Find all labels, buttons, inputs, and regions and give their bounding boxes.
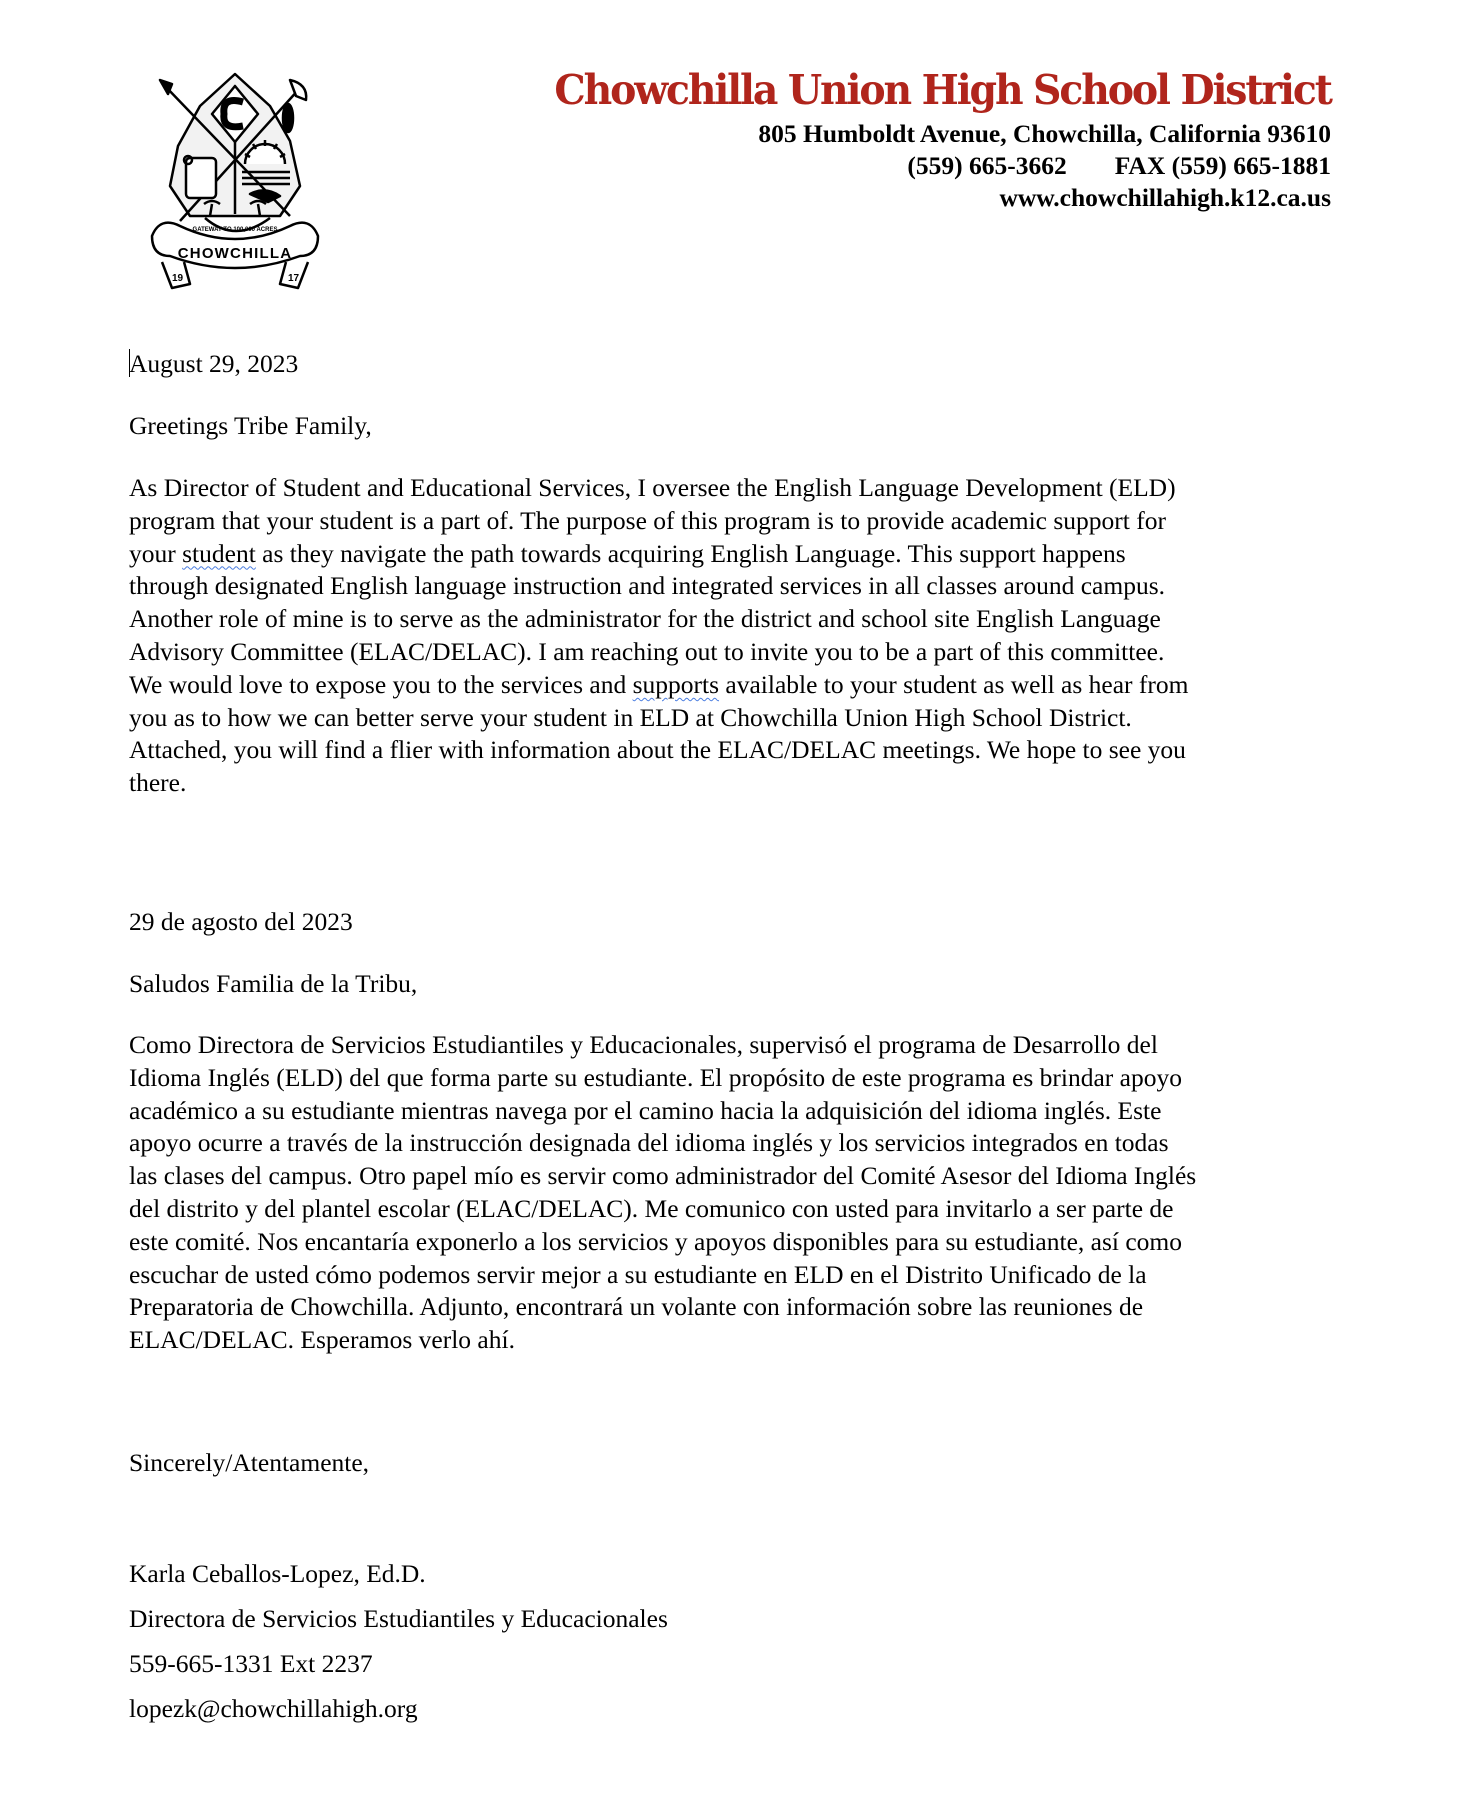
english-paragraph-line: through designated English language instruction and integrated services in all classes around campus.: [129, 571, 1166, 601]
spanish-paragraph-line: apoyo ocurre a través de la instrucción designada del idioma inglés y los servicios integrados en todas: [129, 1128, 1169, 1158]
spanish-paragraph-line: Como Directora de Servicios Estudiantiles y Educacionales, supervisó el programa de Desarrollo del: [129, 1030, 1158, 1059]
svg-text:CHOWCHILLA: CHOWCHILLA: [177, 245, 293, 262]
svg-text:17: 17: [288, 273, 300, 284]
letterhead: [522, 62, 1331, 214]
spanish-paragraph-line: Preparatoria de Chowchilla. Adjunto, encontrará un volante con información sobre las reuniones de: [129, 1292, 1144, 1322]
svg-text:19: 19: [172, 273, 184, 284]
spanish-paragraph: [129, 1029, 1349, 1357]
spellcheck-underline[interactable]: supports: [632, 669, 720, 699]
spanish-greeting: Saludos Familia de la Tribu,: [129, 969, 418, 998]
english-paragraph-line: program that your student is a part of. The purpose of this program is to provide academic support for: [129, 505, 1166, 535]
spellcheck-underline[interactable]: student: [182, 538, 256, 568]
spanish-paragraph-line: este comité. Nos encantaría exponerlo a los servicios y apoyos disponibles para su estudiante, así como: [129, 1226, 1183, 1256]
signer-title: Directora de Servicios Estudiantiles y Educacionales: [129, 1604, 668, 1633]
spanish-paragraph-line: las clases del campus. Otro papel mío es servir como administrador del Comité Asesor del Idioma Inglés: [129, 1161, 1197, 1191]
english-paragraph-line: Another role of mine is to serve as the administrator for the district and school site English Language: [129, 604, 1161, 634]
spanish-paragraph-line: escuchar de usted cómo podemos servir mejor a su estudiante en ELD en el Distrito Unificado de la: [129, 1259, 1147, 1289]
district-phone: (559) 665-3662: [907, 151, 1067, 180]
english-paragraph-line: there.: [129, 768, 187, 798]
signer-name: Karla Ceballos-Lopez, Ed.D.: [129, 1559, 426, 1588]
english-paragraph-line: you as to how we can better serve your student in ELD at Chowchilla Union High School District.: [129, 702, 1132, 732]
english-paragraph-line: We would love to expose you to the services and supports available to your student as well as hear from: [129, 669, 1189, 699]
district-address: 805 Humboldt Avenue, Chowchilla, California 93610: [758, 119, 1331, 148]
district-website[interactable]: www.chowchillahigh.k12.ca.us: [999, 183, 1331, 212]
english-paragraph-line: As Director of Student and Educational Services, I oversee the English Language Development (ELD): [129, 473, 1176, 502]
district-name: Chowchilla Union High School District: [554, 66, 1331, 114]
spanish-paragraph-line: del distrito y del plantel escolar (ELAC/DELAC). Me comunico con usted para invitarlo a ser parte de: [129, 1193, 1174, 1223]
english-paragraph-line: Advisory Committee (ELAC/DELAC). I am reaching out to invite you to be a part of this committee.: [129, 636, 1165, 666]
english-greeting: Greetings Tribe Family,: [129, 411, 372, 440]
svg-text:GATEWAY TO 100,000 ACRES: GATEWAY TO 100,000 ACRES: [192, 227, 278, 233]
english-paragraph-line: Attached, you will find a flier with information about the ELAC/DELAC meetings. We hope to see you: [129, 735, 1186, 765]
signer-email[interactable]: lopezk@chowchillahigh.org: [129, 1694, 418, 1723]
english-date: August 29, 2023: [129, 349, 299, 378]
school-crest-icon: [150, 66, 320, 296]
english-paragraph-line: your student as they navigate the path towards acquiring English Language. This support happens: [129, 538, 1126, 568]
signer-phone: 559-665-1331 Ext 2237: [129, 1649, 373, 1678]
spanish-paragraph-line: Idioma Inglés (ELD) del que forma parte su estudiante. El propósito de este programa es brindar apoyo: [129, 1062, 1182, 1092]
spanish-paragraph-line: académico a su estudiante mientras navega por el camino hacia la adquisición del idioma inglés. Este: [129, 1095, 1162, 1125]
district-fax: FAX (559) 665-1881: [1114, 151, 1331, 180]
english-paragraph: [129, 472, 1349, 800]
spanish-paragraph-line: ELAC/DELAC. Esperamos verlo ahí.: [129, 1325, 515, 1355]
spanish-date: 29 de agosto del 2023: [129, 907, 353, 936]
closing: Sincerely/Atentamente,: [129, 1448, 370, 1477]
district-phone-fax: [522, 150, 1331, 182]
